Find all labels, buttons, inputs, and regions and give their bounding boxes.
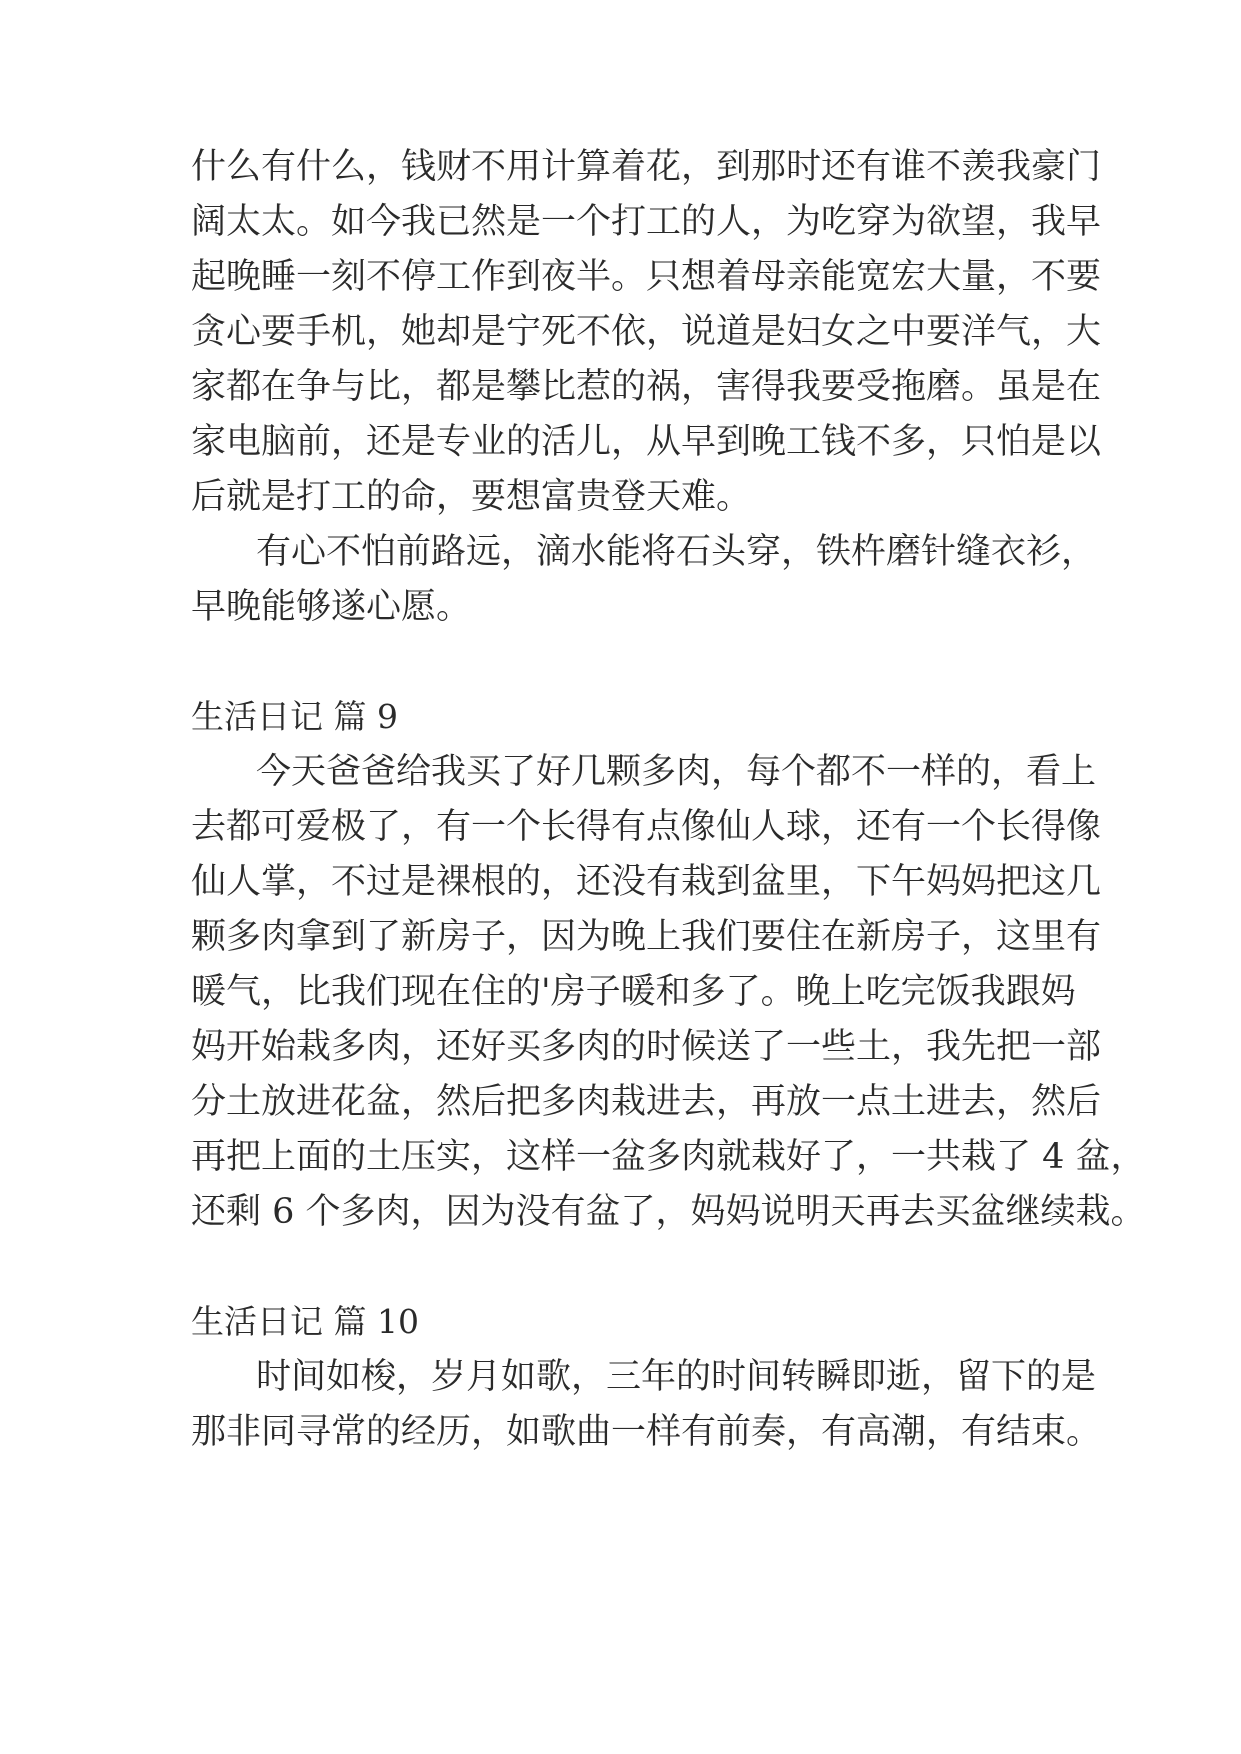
text-line: 还剩 6 个多肉，因为没有盆了，妈妈说明天再去买盆继续栽。: [191, 1192, 1146, 1232]
text-line: 再把上面的土压实，这样一盆多肉就栽好了，一共栽了 4 盆，: [191, 1137, 1146, 1177]
text-line: 暖气，比我们现在住的'房子暖和多了。晚上吃完饭我跟妈: [191, 972, 1076, 1012]
text-line: 贪心要手机，她却是宁死不依，说道是妇女之中要洋气，大: [191, 312, 1102, 352]
text-line: 家都在争与比，都是攀比惹的祸，害得我要受拖磨。虽是在: [191, 367, 1102, 407]
text-line: 起晚睡一刻不停工作到夜半。只想着母亲能宽宏大量，不要: [191, 257, 1102, 297]
text-line: 早晚能够遂心愿。: [191, 587, 472, 627]
text-line: 妈开始栽多肉，还好买多肉的时候送了一些土，我先把一部: [191, 1027, 1102, 1067]
text-line: 阔太太。如今我已然是一个打工的人，为吃穿为欲望，我早: [191, 202, 1102, 242]
section-heading: 生活日记 篇 9: [191, 697, 398, 736]
text-line: 仙人掌，不过是裸根的，还没有栽到盆里，下午妈妈把这几: [191, 862, 1102, 902]
text-line: 颗多肉拿到了新房子，因为晚上我们要住在新房子，这里有: [191, 917, 1102, 957]
paragraph-first-line: 今天爸爸给我买了好几颗多肉，每个都不一样的，看上: [256, 752, 1097, 792]
text-line: 那非同寻常的经历，如歌曲一样有前奏，有高潮，有结束。: [191, 1412, 1102, 1452]
text-line: 分土放进花盆，然后把多肉栽进去，再放一点土进去，然后: [191, 1082, 1102, 1122]
text-line: 去都可爱极了，有一个长得有点像仙人球，还有一个长得像: [191, 807, 1102, 847]
text-line: 什么有什么，钱财不用计算着花，到那时还有谁不羡我豪门: [191, 147, 1102, 187]
paragraph-first-line: 时间如梭，岁月如歌，三年的时间转瞬即逝，留下的是: [256, 1357, 1097, 1397]
text-line: 后就是打工的命，要想富贵登天难。: [191, 477, 752, 517]
text-line: 家电脑前，还是专业的活儿，从早到晚工钱不多，只怕是以: [191, 422, 1102, 462]
section-heading: 生活日记 篇 10: [191, 1302, 419, 1341]
paragraph-first-line: 有心不怕前路远，滴水能将石头穿，铁杵磨针缝衣衫，: [256, 532, 1097, 572]
